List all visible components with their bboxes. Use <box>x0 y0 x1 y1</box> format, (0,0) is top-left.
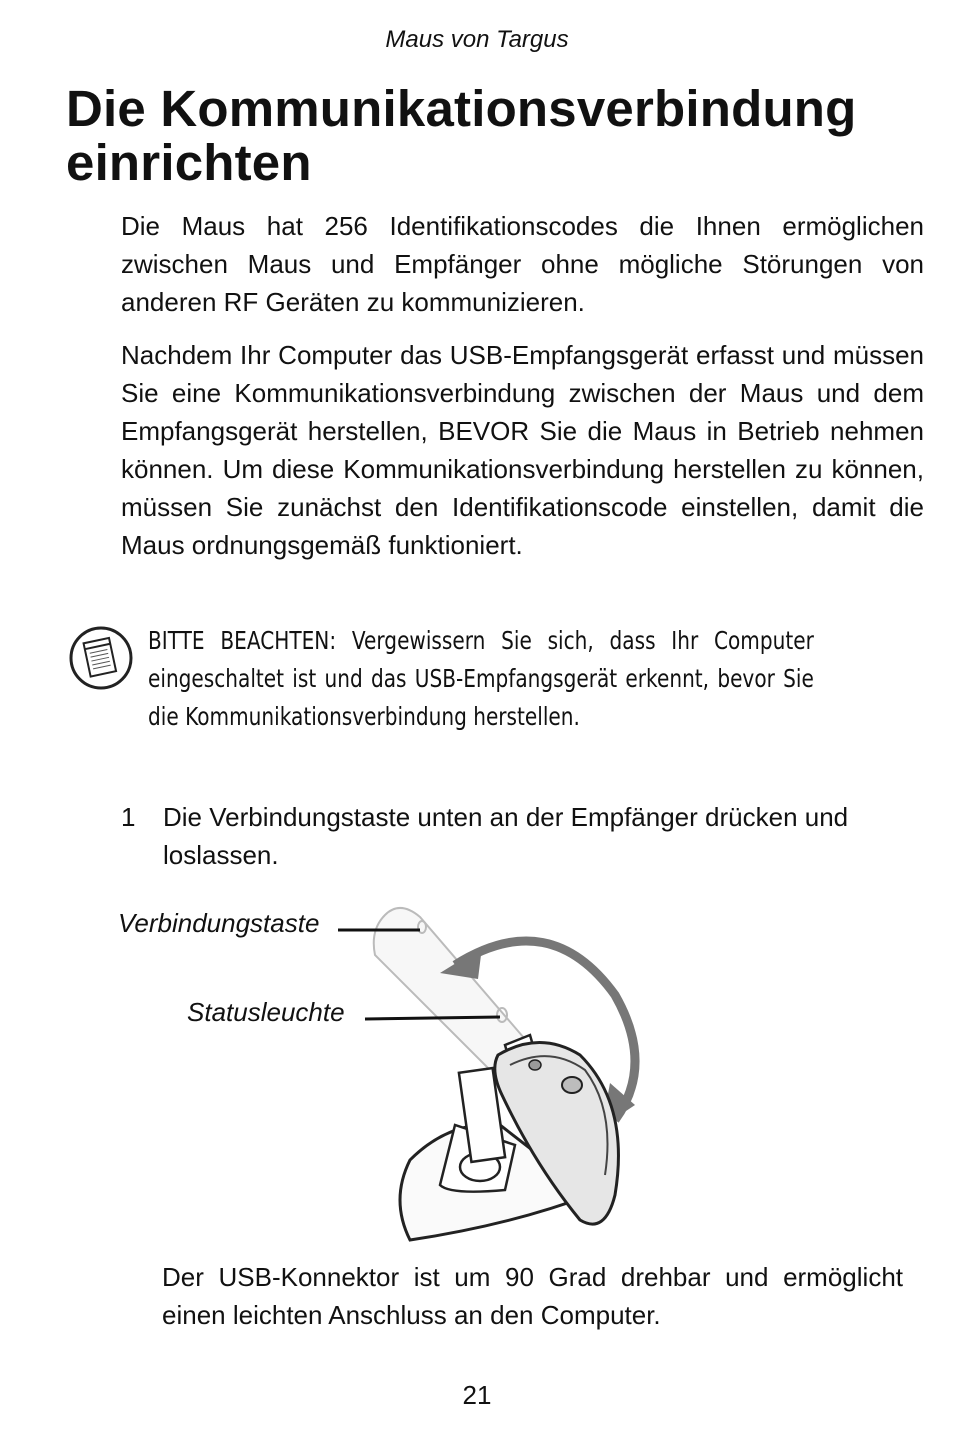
running-header: Maus von Targus <box>385 26 569 53</box>
page-title: Die Kommunikationsverbindung einrichten <box>66 80 857 191</box>
step-text: Die Verbindungstaste unten an der Empfänger drücken und loslassen. <box>163 802 849 870</box>
callout-connect-button: Verbindungstaste <box>118 908 320 938</box>
page-number: 21 <box>462 1380 492 1410</box>
instruction-paragraph: Nachdem Ihr Computer das USB-Empfangsgerät erfasst und müssen Sie eine Kommunikationsverbindung zwischen der Maus und dem Empfangsgerät herstellen, BEVOR Sie die Maus in Betrieb nehmen können. Um diese Kommunikationsverbindung herstellen zu können, müssen Sie zunächst den Identifikationscode einstellen, damit die Maus ordnungsgemäß funktioniert. <box>121 340 924 560</box>
step-number: 1 <box>121 802 136 832</box>
callout-status-led: Statusleuchte <box>187 997 345 1027</box>
receiver-illustration <box>110 895 670 1245</box>
notepad-icon <box>68 624 134 692</box>
figure-caption: Der USB-Konnektor ist um 90 Grad drehbar und ermöglicht einen leichten Anschluss an den Computer. <box>162 1262 903 1330</box>
intro-paragraph: Die Maus hat 256 Identifikationscodes die Ihnen ermöglichen zwischen Maus und Empfänger ohne mögliche Störungen von anderen RF Geräten zu kommunizieren. <box>121 211 924 317</box>
note-text: BITTE BEACHTEN: Vergewissern Sie sich, dass Ihr Computer eingeschaltet ist und das USB-Empfangsgerät erkennt, bevor Sie die Kommunikationsverbindung herstellen. <box>148 626 814 731</box>
